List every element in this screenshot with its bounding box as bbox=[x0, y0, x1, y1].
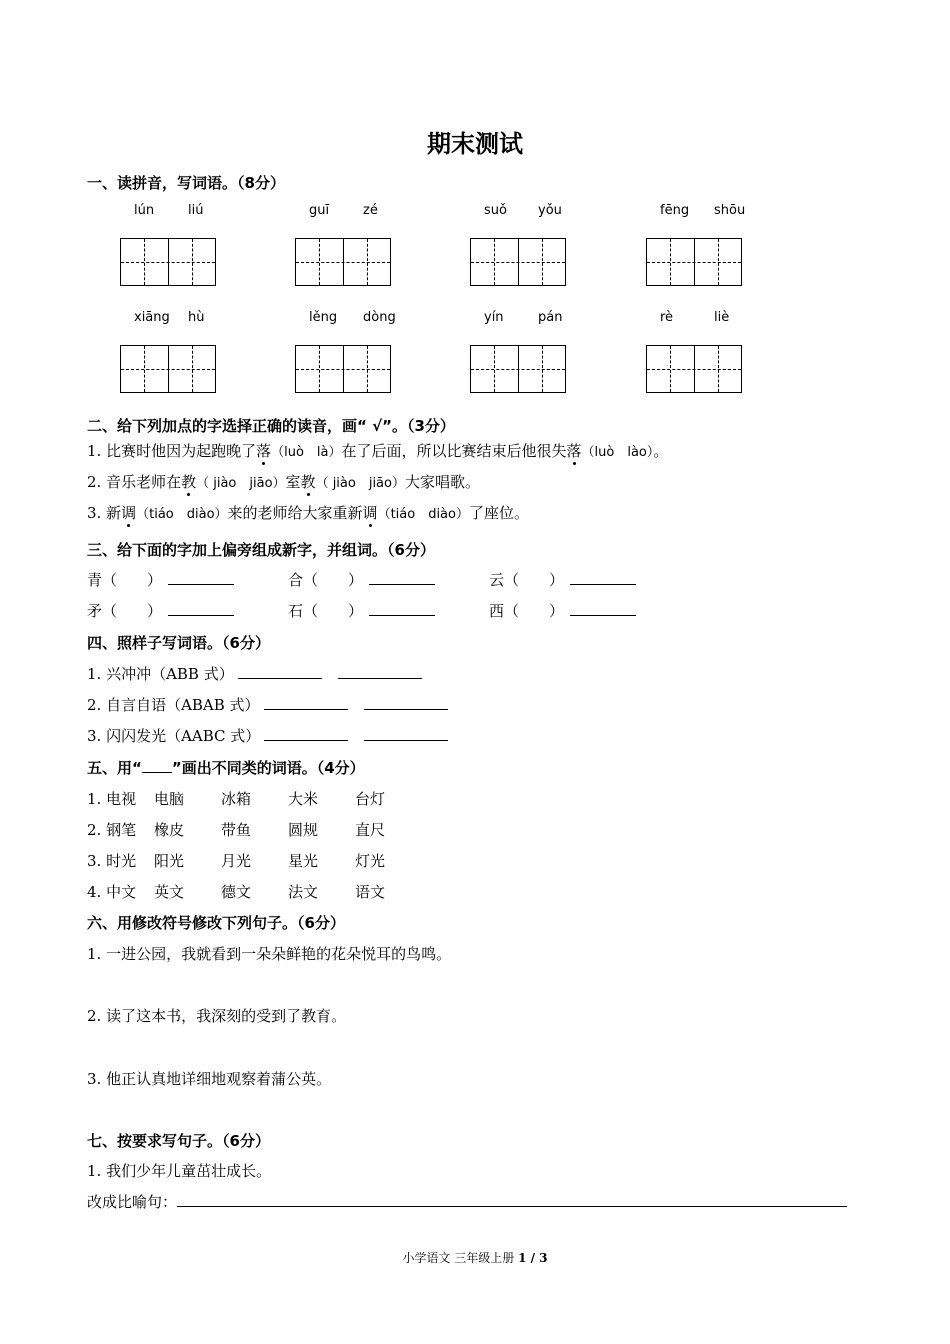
pinyin-syllable: rè bbox=[660, 310, 674, 325]
word-blank[interactable] bbox=[369, 601, 435, 616]
answer-blank[interactable] bbox=[238, 664, 322, 679]
tianzige-box[interactable] bbox=[470, 238, 566, 286]
dotted-char: 教 bbox=[181, 473, 197, 491]
answer-blank[interactable] bbox=[364, 726, 448, 741]
radical-blank[interactable]: （ ） bbox=[102, 602, 163, 620]
base-char: 石 bbox=[288, 602, 304, 620]
pinyin-syllable: pán bbox=[538, 310, 563, 325]
word-item[interactable]: 阳光 bbox=[154, 852, 185, 870]
word-item: 2. 钢笔 bbox=[87, 821, 137, 839]
heading-part: ”画出不同类的词语。（4分） bbox=[171, 759, 365, 777]
sentence-item: 1. 我们少年儿童茁壮成长。 bbox=[87, 1162, 272, 1180]
word-item[interactable]: 语文 bbox=[355, 883, 386, 901]
pinyin-syllable: zé bbox=[363, 203, 378, 218]
question-2-3 bbox=[87, 502, 529, 523]
pinyin-syllable: suǒ bbox=[484, 203, 507, 218]
q-text: 1. 比赛时他因为起跑晚了 bbox=[87, 442, 257, 460]
radical-item bbox=[288, 600, 435, 621]
pinyin-options[interactable]: （tiáo diào） bbox=[377, 507, 469, 522]
q-text: 在了后面，所以比赛结束后他很失 bbox=[341, 442, 567, 460]
word-item[interactable]: 大米 bbox=[288, 790, 319, 808]
word-pattern-item bbox=[87, 663, 422, 684]
tianzige-box[interactable] bbox=[646, 238, 742, 286]
radical-blank[interactable]: （ ） bbox=[504, 571, 565, 589]
sentence-1: 1. 一进公园，我就看到一朵朵鲜艳的花朵悦耳的鸟鸣。 bbox=[87, 945, 452, 963]
pinyin-options[interactable]: （ jiào jiāo） bbox=[196, 476, 286, 491]
pinyin-syllable: guī bbox=[309, 203, 330, 218]
tianzige-box[interactable] bbox=[120, 238, 216, 286]
section-2-heading: 二、给下列加点的字选择正确的读音，画“ √”。（3分） bbox=[87, 417, 455, 435]
rewrite-blank[interactable] bbox=[177, 1192, 847, 1207]
pinyin-syllable: liú bbox=[188, 203, 204, 218]
q-text: 来的老师给大家重新 bbox=[227, 504, 363, 522]
radical-blank[interactable]: （ ） bbox=[102, 571, 163, 589]
pinyin-syllable: dòng bbox=[363, 310, 396, 325]
sentence-2: 2. 读了这本书，我深刻的受到了教育。 bbox=[87, 1007, 347, 1025]
radical-blank[interactable]: （ ） bbox=[303, 602, 364, 620]
page-number: 1 / 3 bbox=[518, 1251, 548, 1265]
q-text: 3. 新 bbox=[87, 504, 122, 522]
pinyin-syllable: lún bbox=[134, 203, 155, 218]
word-item[interactable]: 法文 bbox=[288, 883, 319, 901]
pinyin-options[interactable]: （tiáo diào） bbox=[136, 507, 228, 522]
answer-blank[interactable] bbox=[264, 695, 348, 710]
word-item[interactable]: 德文 bbox=[221, 883, 252, 901]
word-pattern-item bbox=[87, 694, 448, 715]
section-1-heading: 一、读拼音，写词语。（8分） bbox=[87, 174, 285, 192]
pinyin-options[interactable]: （ jiào jiāo） bbox=[315, 476, 405, 491]
section-3-heading: 三、给下面的字加上偏旁组成新字，并组词。（6分） bbox=[87, 541, 435, 559]
question-2-2 bbox=[87, 471, 480, 492]
pinyin-options[interactable]: （luò lào） bbox=[581, 445, 654, 460]
word-item: 3. 时光 bbox=[87, 852, 137, 870]
page-footer bbox=[0, 1249, 950, 1266]
pinyin-syllable: shōu bbox=[714, 203, 746, 218]
tianzige-box[interactable] bbox=[295, 238, 391, 286]
word-blank[interactable] bbox=[369, 570, 435, 585]
pinyin-syllable: yǒu bbox=[538, 203, 562, 218]
tianzige-box[interactable] bbox=[646, 345, 742, 393]
section-5-heading bbox=[87, 757, 365, 778]
section-4-heading: 四、照样子写词语。（6分） bbox=[87, 634, 270, 652]
answer-blank[interactable] bbox=[364, 695, 448, 710]
q-text: 。 bbox=[653, 442, 669, 460]
word-blank[interactable] bbox=[168, 570, 234, 585]
pinyin-syllable: hù bbox=[188, 310, 205, 325]
word-blank[interactable] bbox=[168, 601, 234, 616]
word-item: 1. 电视 bbox=[87, 790, 137, 808]
heading-part: 五、用“ bbox=[87, 759, 142, 777]
word-item[interactable]: 灯光 bbox=[355, 852, 386, 870]
question-2-1 bbox=[87, 440, 668, 461]
dotted-char: 调 bbox=[121, 504, 137, 522]
rewrite-row bbox=[87, 1191, 847, 1212]
word-item[interactable]: 带鱼 bbox=[221, 821, 252, 839]
base-char: 云 bbox=[489, 571, 505, 589]
q-text: 了座位。 bbox=[468, 504, 529, 522]
answer-blank[interactable] bbox=[264, 726, 348, 741]
word-item[interactable]: 台灯 bbox=[355, 790, 386, 808]
word-item[interactable]: 直尺 bbox=[355, 821, 386, 839]
word-pattern-item bbox=[87, 725, 448, 746]
word-blank[interactable] bbox=[570, 601, 636, 616]
pinyin-options[interactable]: （luò là） bbox=[271, 445, 342, 460]
q-text: 室 bbox=[285, 473, 301, 491]
pinyin-syllable: lěng bbox=[309, 310, 338, 325]
dotted-char: 调 bbox=[362, 504, 378, 522]
pattern-text: 2. 自言自语（ABAB 式） bbox=[87, 696, 260, 714]
word-item[interactable]: 月光 bbox=[221, 852, 252, 870]
word-item[interactable]: 圆规 bbox=[288, 821, 319, 839]
pinyin-syllable: liè bbox=[714, 310, 730, 325]
footer-subject: 小学语文 三年级上册 bbox=[402, 1251, 519, 1265]
pattern-text: 3. 闪闪发光（AABC 式） bbox=[87, 727, 261, 745]
underline-sample bbox=[142, 758, 172, 773]
dotted-char: 落 bbox=[256, 442, 272, 460]
radical-item bbox=[489, 569, 636, 590]
pinyin-syllable: yín bbox=[484, 310, 504, 325]
rewrite-prompt: 改成比喻句： bbox=[87, 1193, 178, 1211]
sentence-3: 3. 他正认真地详细地观察着蒲公英。 bbox=[87, 1070, 332, 1088]
section-6-heading: 六、用修改符号修改下列句子。（6分） bbox=[87, 914, 345, 932]
base-char: 矛 bbox=[87, 602, 103, 620]
base-char: 西 bbox=[489, 602, 505, 620]
word-item[interactable]: 英文 bbox=[154, 883, 185, 901]
dotted-char: 落 bbox=[566, 442, 582, 460]
word-item[interactable]: 电脑 bbox=[154, 790, 185, 808]
word-blank[interactable] bbox=[570, 570, 636, 585]
radical-item bbox=[87, 600, 234, 621]
tianzige-box[interactable] bbox=[120, 345, 216, 393]
pinyin-syllable: fēng bbox=[660, 203, 690, 218]
answer-blank[interactable] bbox=[338, 664, 422, 679]
radical-item bbox=[288, 569, 435, 590]
word-item[interactable]: 冰箱 bbox=[221, 790, 252, 808]
page-title: 期末测试 bbox=[427, 130, 523, 158]
base-char: 青 bbox=[87, 571, 103, 589]
radical-item bbox=[489, 600, 636, 621]
radical-blank[interactable]: （ ） bbox=[504, 602, 565, 620]
dotted-char: 教 bbox=[300, 473, 316, 491]
word-item[interactable]: 橡皮 bbox=[154, 821, 185, 839]
word-item: 4. 中文 bbox=[87, 883, 137, 901]
section-7-heading: 七、按要求写句子。（6分） bbox=[87, 1132, 270, 1150]
radical-item bbox=[87, 569, 234, 590]
pattern-text: 1. 兴冲冲（ABB 式） bbox=[87, 665, 234, 683]
base-char: 合 bbox=[288, 571, 304, 589]
q-text: 大家唱歌。 bbox=[404, 473, 480, 491]
pinyin-syllable: xiāng bbox=[134, 310, 170, 325]
q-text: 2. 音乐老师在 bbox=[87, 473, 182, 491]
word-item[interactable]: 星光 bbox=[288, 852, 319, 870]
tianzige-box[interactable] bbox=[295, 345, 391, 393]
tianzige-box[interactable] bbox=[470, 345, 566, 393]
radical-blank[interactable]: （ ） bbox=[303, 571, 364, 589]
